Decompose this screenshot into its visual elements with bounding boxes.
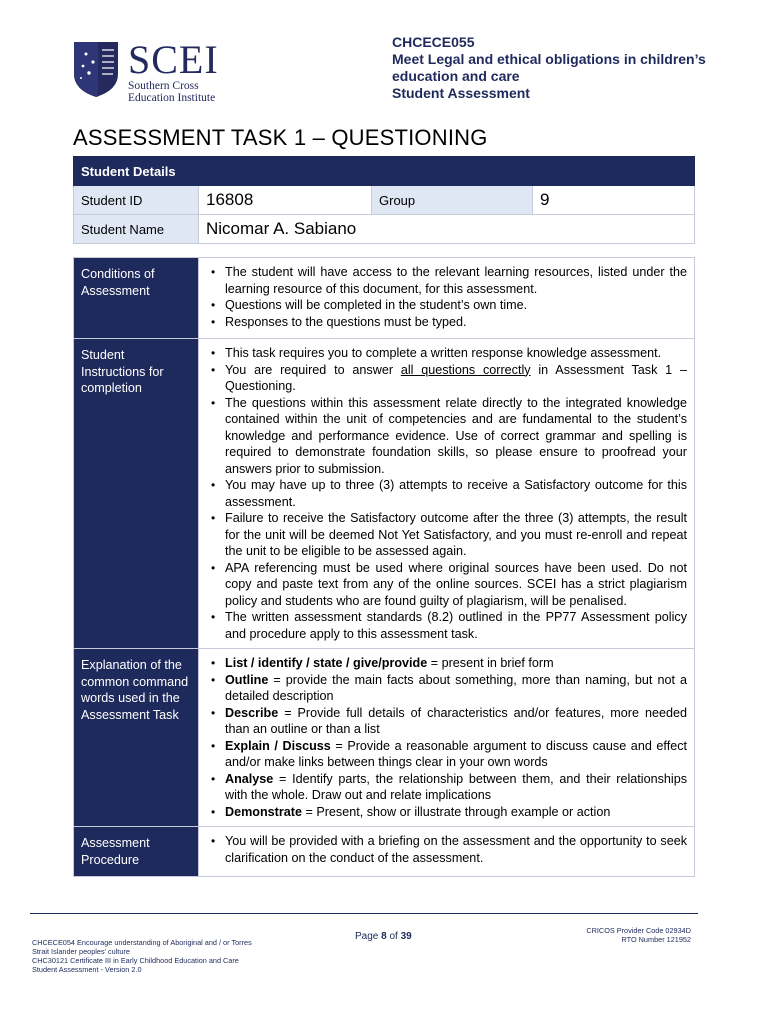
definition: = Provide full details of characteristics and/or features, more needed than an outline or than a list bbox=[225, 705, 687, 736]
footer-divider bbox=[30, 913, 698, 914]
shield-icon bbox=[72, 40, 120, 98]
student-id-label: Student ID bbox=[74, 186, 199, 215]
term: Explain / Discuss bbox=[225, 738, 331, 753]
term: Analyse bbox=[225, 771, 274, 786]
list-item: • Failure to receive the Satisfactory outcome after the three (3) attempts, the result for the unit will be deemed Not Yet Satisfactory, and you must re-enroll and repeat the unit to be eligible to be assessed again. bbox=[225, 510, 687, 560]
logo-subtitle-1: Southern Cross bbox=[128, 80, 199, 92]
unit-code: CHCECE055 bbox=[392, 34, 475, 50]
term: Describe bbox=[225, 705, 279, 720]
list-item bbox=[225, 804, 687, 821]
footer-line-2: Strait Islander peoples’ culture bbox=[32, 947, 130, 956]
group-label: Group bbox=[372, 186, 533, 215]
page-prefix: Page bbox=[355, 931, 382, 942]
student-name-label: Student Name bbox=[74, 215, 199, 244]
logo-subtitle-2: Education Institute bbox=[128, 92, 216, 104]
student-details-heading: Student Details bbox=[74, 157, 695, 186]
definition: = Present, show or illustrate through example or action bbox=[301, 804, 611, 819]
list-item bbox=[225, 362, 687, 395]
list-item: • Questions will be completed in the student’s own time. bbox=[225, 297, 687, 314]
text: You are required to answer bbox=[225, 362, 401, 377]
student-name-value[interactable]: Nicomar A. Sabiano bbox=[199, 215, 695, 244]
list-item bbox=[225, 655, 687, 672]
scei-logo bbox=[72, 37, 242, 104]
footer-provider-info bbox=[560, 926, 691, 944]
instructions-label: Student Instructions for completion bbox=[74, 339, 199, 649]
list-item: • You will be provided with a briefing on the assessment and the opportunity to seek clarification on the conduct of the assessment. bbox=[225, 833, 687, 866]
procedure-label: Assessment Procedure bbox=[74, 827, 199, 877]
list-item: • You may have up to three (3) attempts to receive a Satisfactory outcome for this assessment. bbox=[225, 477, 687, 510]
command-words-label: Explanation of the common command words used in the Assessment Task bbox=[74, 649, 199, 827]
list-item: • This task requires you to complete a written response knowledge assessment. bbox=[225, 345, 687, 362]
conditions-label: Conditions of Assessment bbox=[74, 258, 199, 339]
page-of: of bbox=[386, 931, 401, 942]
page-title: ASSESSMENT TASK 1 – QUESTIONING bbox=[73, 125, 488, 150]
conditions-row bbox=[74, 258, 695, 339]
list-item bbox=[225, 771, 687, 804]
page-total: 39 bbox=[400, 931, 412, 942]
page-current: 8 bbox=[381, 931, 387, 942]
list-item: • APA referencing must be used where original sources have been used. Do not copy and paste text from any of the online sources. SCEI has a strict plagiarism policy and students who are found guilty of plagiarism, will be penalised. bbox=[225, 560, 687, 610]
list-item bbox=[225, 705, 687, 738]
rto-number: RTO Number 121952 bbox=[621, 935, 691, 944]
cricos-code: CRICOS Provider Code 02934D bbox=[586, 926, 691, 935]
procedure-row bbox=[74, 827, 695, 877]
page-number bbox=[355, 931, 412, 942]
list-item: • The student will have access to the relevant learning resources, listed under the learning resource of this document, for this assessment. bbox=[225, 264, 687, 297]
logo-wordmark: SCEI bbox=[128, 37, 219, 82]
procedure-list bbox=[207, 833, 687, 866]
list-item bbox=[225, 672, 687, 705]
term: List / identify / state / give/provide bbox=[225, 656, 428, 670]
command-words-list bbox=[207, 655, 687, 820]
document-type: Student Assessment bbox=[392, 85, 530, 101]
underlined-text: all questions correctly bbox=[400, 362, 531, 377]
definition: = Identify parts, the relationship between them, and their relationships with the whole. Draw out and relate implications bbox=[225, 771, 687, 802]
footer-line-3: CHC30121 Certificate III in Early Childhood Education and Care bbox=[32, 956, 239, 965]
instructions-list bbox=[207, 345, 687, 642]
footer-line-1: CHCECE054 Encourage understanding of Aboriginal and / or Torres bbox=[32, 938, 252, 947]
instructions-row bbox=[74, 339, 695, 649]
group-value[interactable]: 9 bbox=[533, 186, 695, 215]
conditions-list bbox=[207, 264, 687, 330]
list-item: • The written assessment standards (8.2) outlined in the PP77 Assessment policy and procedure apply to this assessment task. bbox=[225, 609, 687, 642]
definition: = present in brief form bbox=[427, 656, 554, 670]
footer-unit-info bbox=[32, 938, 292, 974]
definition: = provide the main facts about something, more than naming, but not a detailed description bbox=[225, 672, 687, 703]
list-item: • Responses to the questions must be typed. bbox=[225, 314, 687, 331]
term: Outline bbox=[225, 672, 269, 687]
unit-title-line-1: Meet Legal and ethical obligations in children’s bbox=[392, 51, 706, 67]
list-item: • The questions within this assessment relate directly to the integrated knowledge contained within the unit of competencies and are fundamental to the student’s knowledge and performance evidence. Use of correct grammar and spelling is required to demonstrate foundation skills, so please ensure to proofread your answers prior to submission. bbox=[225, 395, 687, 478]
unit-title-line-2: education and care bbox=[392, 68, 520, 84]
list-item bbox=[225, 738, 687, 771]
term: Demonstrate bbox=[225, 804, 302, 819]
definition: = Provide a reasonable argument to discuss cause and effect and/or make links between things clear in your own words bbox=[225, 738, 687, 769]
footer-line-4: Student Assessment - Version 2.0 bbox=[32, 965, 142, 974]
student-details-table bbox=[73, 156, 695, 244]
student-id-value[interactable]: 16808 bbox=[199, 186, 372, 215]
unit-header bbox=[392, 34, 752, 102]
assessment-conditions-table bbox=[73, 257, 695, 877]
text: in Assessment Task 1 – Questioning. bbox=[225, 362, 687, 393]
command-words-row bbox=[74, 649, 695, 827]
